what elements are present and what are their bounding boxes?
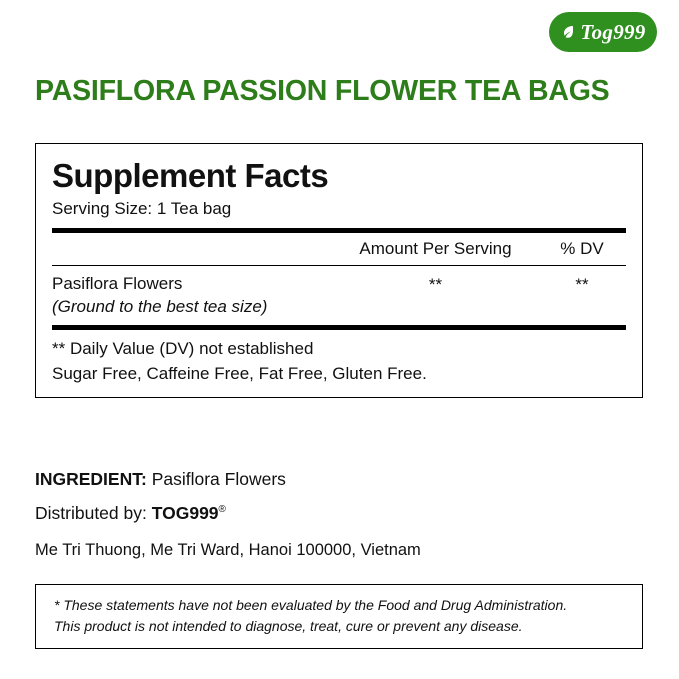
brand-logo (549, 12, 657, 52)
facts-row-name: Pasiflora Flowers (52, 274, 183, 294)
facts-header-dv: % DV (560, 239, 604, 259)
page-title: PASIFLORA PASSION FLOWER TEA BAGS (35, 75, 610, 107)
facts-header-row (52, 233, 626, 265)
facts-row-name-cell (52, 273, 333, 319)
fda-disclaimer-box (35, 584, 643, 649)
brand-logo-text: Tog999 (580, 19, 646, 44)
supplement-facts-panel (35, 143, 643, 398)
ingredient-value: Pasiflora Flowers (151, 469, 286, 489)
footnote-free-claims: Sugar Free, Caffeine Free, Fat Free, Gluten Free. (52, 363, 427, 383)
distributed-label: Distributed by: (35, 502, 147, 523)
facts-footnotes (52, 330, 626, 386)
distributed-value: TOG999 (151, 502, 219, 523)
footnote-daily-value: ** Daily Value (DV) not established (52, 339, 314, 359)
disclaimer-line-1: * These statements have not been evaluated by the Food and Drug Administration. (54, 597, 568, 613)
registered-mark-icon: ® (218, 503, 226, 515)
product-info-block (35, 468, 643, 562)
table-row (52, 266, 626, 325)
facts-row-subnote: (Ground to the best tea size) (52, 297, 268, 317)
ingredient-line (35, 468, 643, 492)
facts-row-amount: ** (428, 275, 443, 295)
serving-size: Serving Size: 1 Tea bag (52, 199, 232, 219)
disclaimer-line-2: This product is not intended to diagnose, treat, cure or prevent any disease. (54, 618, 523, 634)
distributed-line (35, 502, 643, 526)
facts-header-amount: Amount Per Serving (359, 239, 512, 259)
ingredient-label: INGREDIENT: (35, 469, 147, 489)
address-line: Me Tri Thuong, Me Tri Ward, Hanoi 100000, Vietnam (35, 541, 421, 560)
leaf-icon (560, 24, 576, 40)
supplement-facts-heading: Supplement Facts (52, 157, 329, 194)
facts-row-dv: ** (575, 275, 589, 295)
